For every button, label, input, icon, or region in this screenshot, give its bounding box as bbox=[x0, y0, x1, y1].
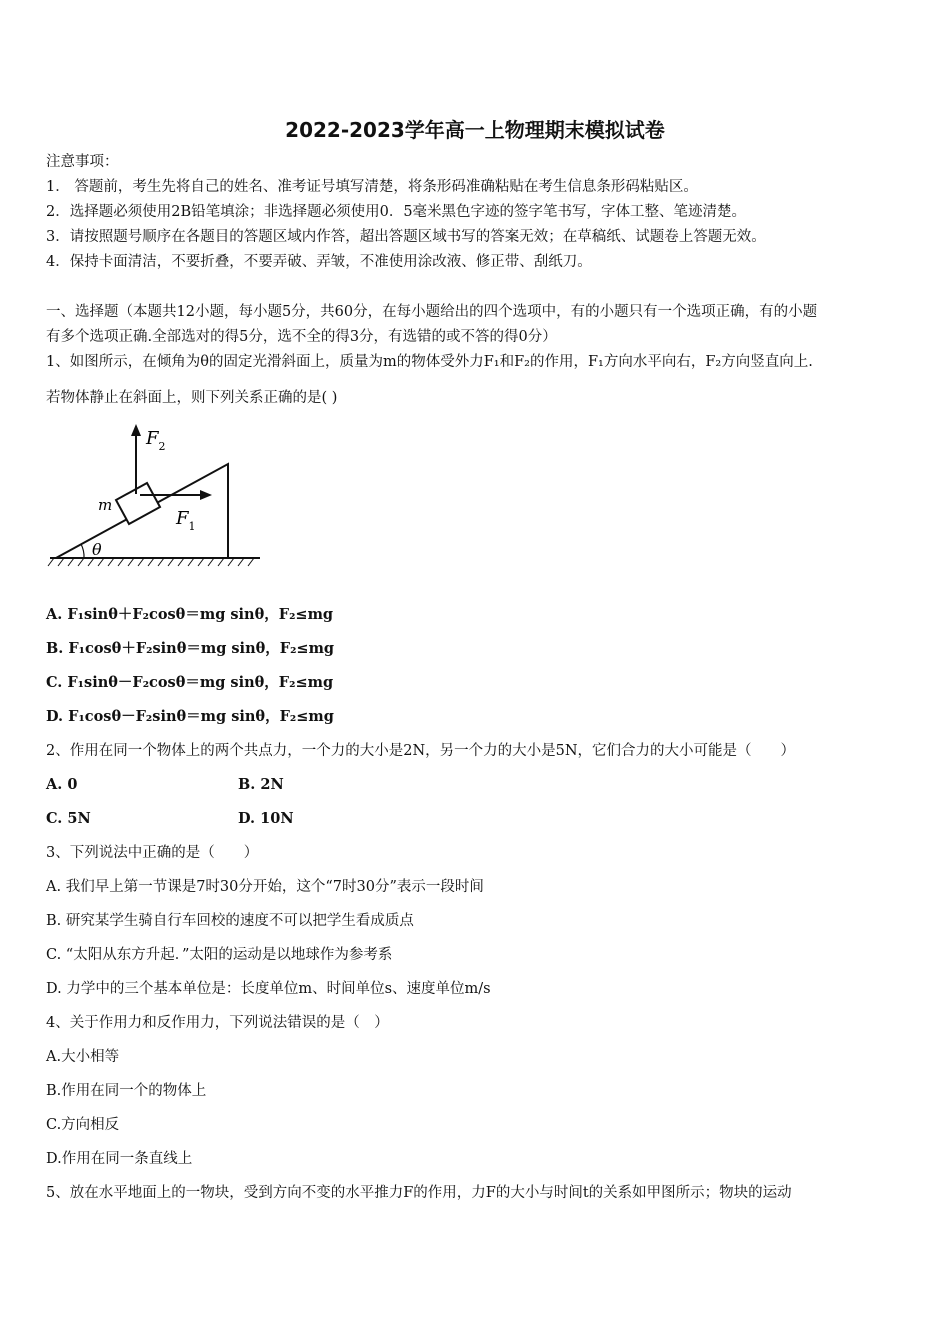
question-1-stem-line-2: 若物体静止在斜面上，则下列关系正确的是( ) bbox=[46, 390, 338, 406]
question-4-option-c: C.方向相反 bbox=[46, 1117, 120, 1133]
question-1-option-a: A. F₁sinθ＋F₂cosθ＝mg sinθ，F₂≤mg bbox=[46, 606, 334, 623]
question-2-option-d: D. 10N bbox=[238, 810, 294, 827]
question-4-option-b: B.作用在同一个的物体上 bbox=[46, 1083, 207, 1099]
question-1-stem-line-1: 1、如图所示，在倾角为θ的固定光滑斜面上，质量为m的物体受外力F₁和F₂的作用，F₁方向水平向右，F₂方向竖直向上. bbox=[46, 354, 813, 370]
question-4-stem: 4、关于作用力和反作用力，下列说法错误的是（ ） bbox=[46, 1015, 389, 1031]
f2-label: $F_2$ bbox=[146, 428, 166, 453]
incline-force-diagram bbox=[44, 418, 274, 578]
question-4-option-d: D.作用在同一条直线上 bbox=[46, 1151, 193, 1167]
notice-heading: 注意事项： bbox=[46, 154, 119, 170]
question-3-stem: 3、下列说法中正确的是（ ） bbox=[46, 845, 259, 861]
page-title: 2022-2023学年高一上物理期末模拟试卷 bbox=[285, 118, 665, 142]
angle-label: θ bbox=[92, 540, 102, 559]
question-3-option-d: D. 力学中的三个基本单位是：长度单位m、时间单位s、速度单位m/s bbox=[46, 981, 491, 997]
mass-block bbox=[116, 483, 160, 524]
question-1-option-d: D. F₁cosθ－F₂sinθ＝mg sinθ，F₂≤mg bbox=[46, 708, 334, 725]
question-3-option-a: A. 我们早上第一节课是7时30分开始，这个“7时30分”表示一段时间 bbox=[46, 879, 484, 895]
question-5-stem: 5、放在水平地面上的一物块，受到方向不变的水平推力F的作用，力F的大小与时间t的关系如甲图所示；物块的运动 bbox=[46, 1185, 792, 1201]
notice-item-1: 1． 答题前，考生先将自己的姓名、准考证号填写清楚，将条形码准确粘贴在考生信息条形码粘贴区。 bbox=[46, 179, 698, 195]
question-3-option-b: B. 研究某学生骑自行车回校的速度不可以把学生看成质点 bbox=[46, 913, 414, 929]
question-1-option-c: C. F₁sinθ－F₂cosθ＝mg sinθ，F₂≤mg bbox=[46, 674, 334, 691]
f2-arrow-head bbox=[131, 424, 141, 436]
notice-item-4: 4．保持卡面清洁，不要折叠，不要弄破、弄皱，不准使用涂改液、修正带、刮纸刀。 bbox=[46, 254, 592, 270]
question-4-option-a: A.大小相等 bbox=[46, 1049, 120, 1065]
question-3-option-c: C. “太阳从东方升起．”太阳的运动是以地球作为参考系 bbox=[46, 947, 393, 963]
question-2-option-a: A. 0 bbox=[46, 776, 78, 793]
section-heading-line-1: 一、选择题（本题共12小题，每小题5分，共60分，在每小题给出的四个选项中，有的小题只有一个选项正确，有的小题 bbox=[46, 304, 818, 320]
question-2-option-c: C. 5N bbox=[46, 810, 91, 827]
question-1-option-b: B. F₁cosθ＋F₂sinθ＝mg sinθ，F₂≤mg bbox=[46, 640, 335, 657]
question-2-stem: 2、作用在同一个物体上的两个共点力，一个力的大小是2N，另一个力的大小是5N，它们合力的大小可能是（ ） bbox=[46, 743, 796, 759]
question-2-option-b: B. 2N bbox=[238, 776, 284, 793]
ground-hatching bbox=[48, 558, 254, 566]
f1-label: $F_1$ bbox=[176, 508, 196, 533]
f1-arrow-head bbox=[200, 490, 212, 500]
notice-item-2: 2．选择题必须使用2B铅笔填涂；非选择题必须使用0．5毫米黑色字迹的签字笔书写，字体工整、笔迹清楚。 bbox=[46, 204, 747, 220]
mass-label: m bbox=[98, 496, 113, 514]
notice-item-3: 3．请按照题号顺序在各题目的答题区域内作答，超出答题区域书写的答案无效；在草稿纸、试题卷上答题无效。 bbox=[46, 229, 766, 245]
section-heading-line-2: 有多个选项正确.全部选对的得5分，选不全的得3分，有选错的或不答的得0分） bbox=[46, 329, 557, 345]
angle-arc bbox=[81, 544, 84, 558]
